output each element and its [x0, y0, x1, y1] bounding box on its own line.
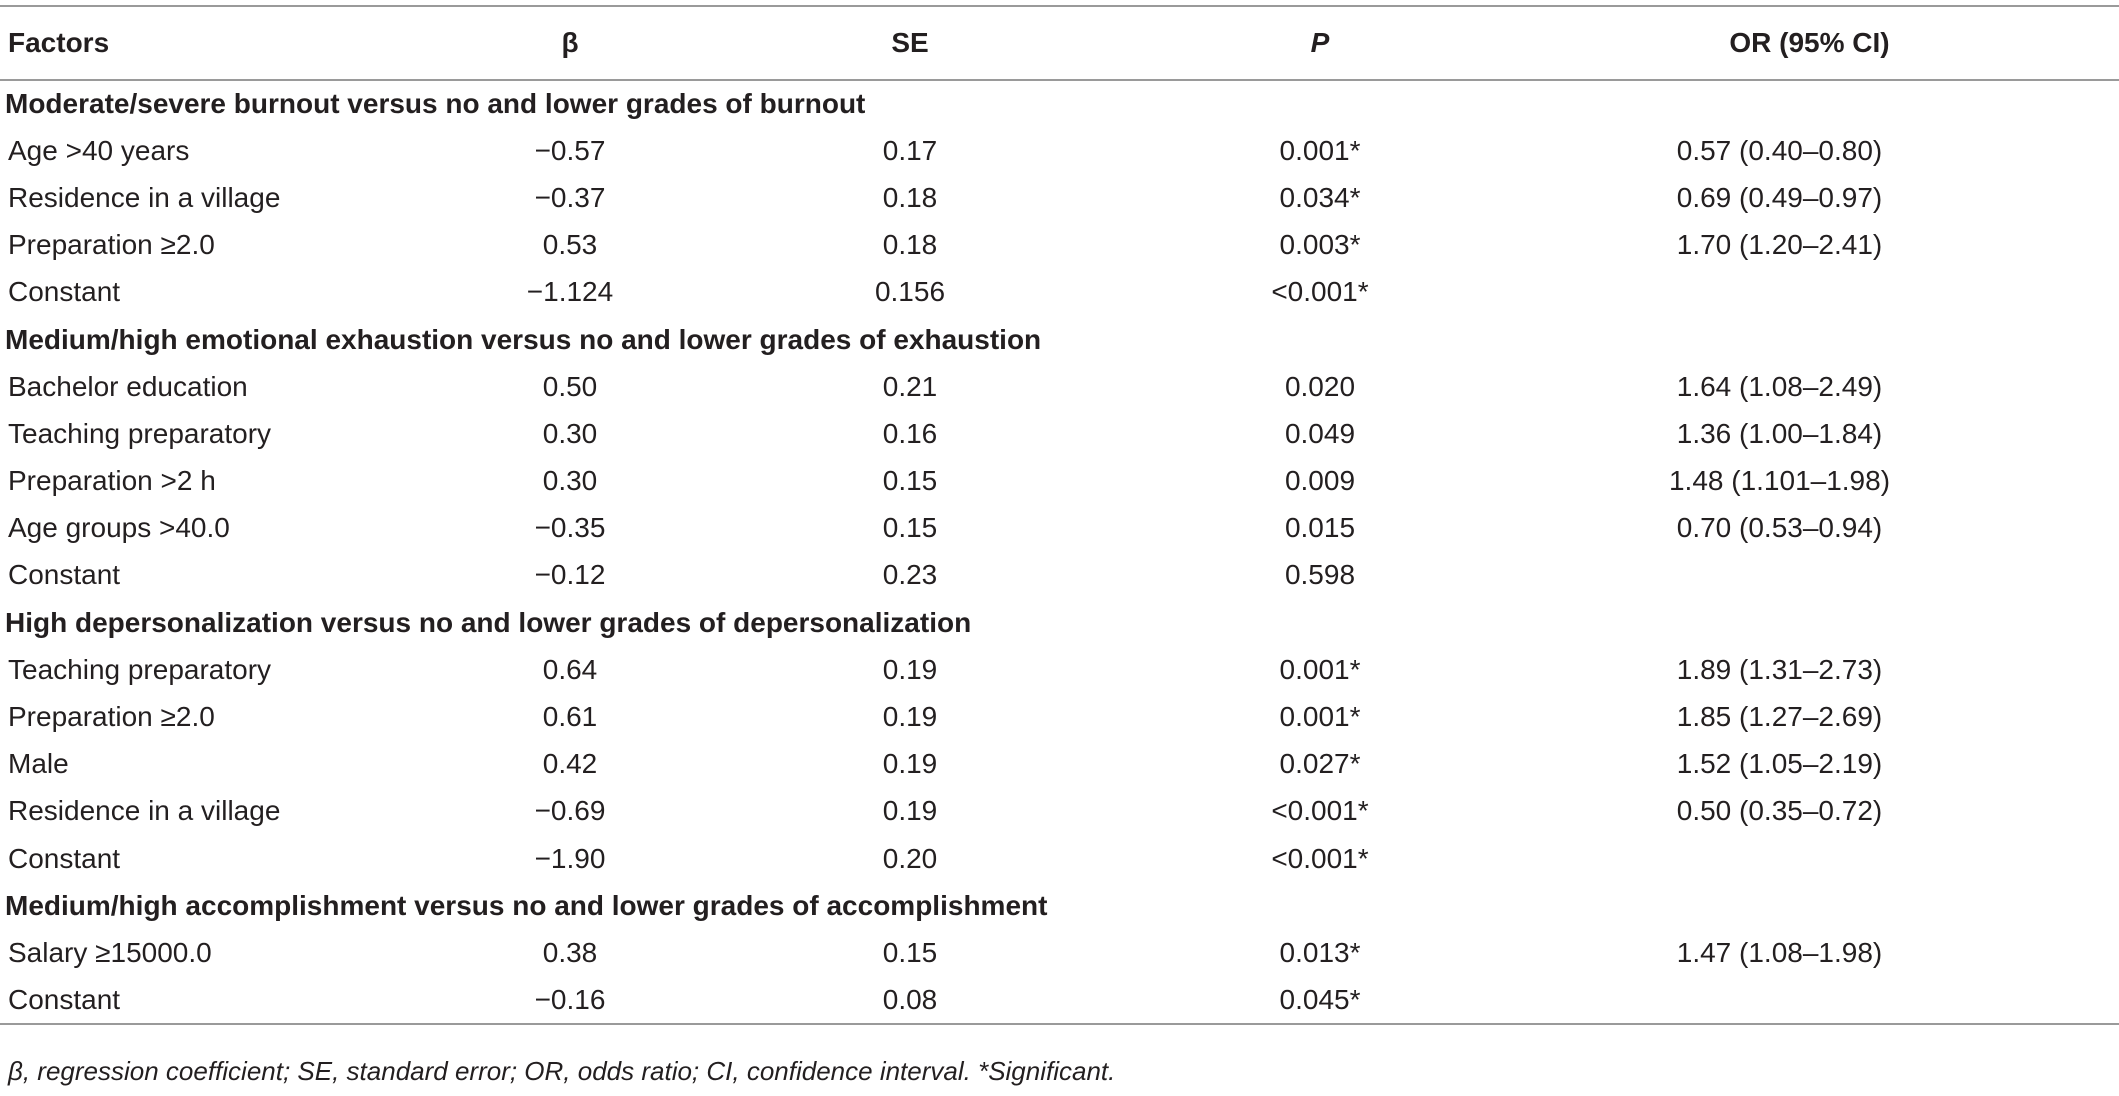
factor-cell: Age groups >40.0 [8, 512, 230, 544]
odds-ratio-cell: 1.85 (1.27–2.69) [1676, 701, 1883, 733]
section-header-row [0, 316, 2119, 363]
table-row [0, 458, 2119, 505]
factor-cell: Preparation ≥2.0 [8, 229, 215, 261]
p-value-cell: 0.001* [1279, 653, 1361, 685]
se-cell: 0.08 [882, 983, 938, 1015]
section-title: Medium/high emotional exhaustion versus no and lower grades of exhaustion [5, 323, 1042, 355]
p-value-cell: 0.009 [1284, 465, 1356, 497]
odds-ratio-cell [1500, 269, 2119, 316]
beta-cell: 0.42 [542, 748, 598, 780]
p-value-cell: 0.049 [1284, 417, 1356, 449]
section-title: Moderate/severe burnout versus no and lower grades of burnout [5, 88, 866, 120]
p-value-cell: 0.045* [1279, 983, 1361, 1015]
se-cell: 0.19 [882, 748, 938, 780]
regression-table [0, 5, 2119, 1025]
se-cell: 0.19 [882, 653, 938, 685]
table-row [0, 174, 2119, 221]
p-value-cell: 0.027* [1279, 748, 1361, 780]
se-cell: 0.18 [882, 181, 938, 213]
se-cell: 0.18 [882, 229, 938, 261]
section-header-row [0, 882, 2119, 929]
table-row [0, 646, 2119, 693]
beta-cell: −0.12 [534, 559, 606, 591]
factor-cell: Residence in a village [8, 181, 281, 213]
factor-cell: Bachelor education [8, 370, 248, 402]
table-row [0, 552, 2119, 599]
table-row [0, 363, 2119, 410]
table-row [0, 929, 2119, 976]
p-value-cell: <0.001* [1271, 842, 1369, 874]
factor-cell: Preparation >2 h [8, 465, 216, 497]
factor-cell: Residence in a village [8, 795, 281, 827]
p-value-cell: 0.020 [1284, 370, 1356, 402]
beta-cell: −0.35 [534, 512, 606, 544]
beta-cell: −0.37 [534, 181, 606, 213]
table-row [0, 222, 2119, 269]
odds-ratio-cell: 1.48 (1.101–1.98) [1668, 465, 1891, 497]
factor-cell: Teaching preparatory [8, 417, 272, 449]
table-row [0, 788, 2119, 835]
p-value-cell: 0.598 [1284, 559, 1356, 591]
se-cell: 0.15 [882, 512, 938, 544]
se-cell: 0.15 [882, 936, 938, 968]
p-value-cell: 0.003* [1279, 229, 1361, 261]
se-cell: 0.17 [882, 134, 938, 166]
se-cell: 0.21 [882, 370, 938, 402]
header-beta: β [561, 27, 579, 58]
table-row [0, 410, 2119, 457]
odds-ratio-cell: 0.69 (0.49–0.97) [1676, 181, 1883, 213]
odds-ratio-cell: 1.64 (1.08–2.49) [1676, 370, 1883, 402]
odds-ratio-cell [1500, 552, 2119, 599]
beta-cell: 0.61 [542, 701, 598, 733]
se-cell: 0.156 [874, 276, 946, 308]
factor-cell: Male [8, 748, 69, 780]
p-value-cell: <0.001* [1271, 795, 1369, 827]
table-row [0, 835, 2119, 882]
table-row [0, 269, 2119, 316]
section-header-row [0, 599, 2119, 646]
beta-cell: 0.53 [542, 229, 598, 261]
se-cell: 0.16 [882, 417, 938, 449]
se-cell: 0.23 [882, 559, 938, 591]
beta-cell: 0.64 [542, 653, 598, 685]
factor-cell: Constant [8, 276, 121, 308]
factor-cell: Age >40 years [8, 134, 190, 166]
odds-ratio-cell: 1.36 (1.00–1.84) [1676, 417, 1883, 449]
table-row [0, 127, 2119, 174]
table-body [0, 80, 2119, 1024]
se-cell: 0.19 [882, 701, 938, 733]
se-cell: 0.15 [882, 465, 938, 497]
section-title: High depersonalization versus no and lower grades of depersonalization [5, 606, 972, 638]
table-footnote: β, regression coefficient; SE, standard error; OR, odds ratio; CI, confidence interval. *Significant. [8, 1056, 1116, 1086]
section-header-row [0, 80, 2119, 127]
beta-cell: 0.30 [542, 465, 598, 497]
beta-cell: 0.50 [542, 370, 598, 402]
se-cell: 0.20 [882, 842, 938, 874]
beta-cell: −0.16 [534, 983, 606, 1015]
beta-cell: −0.57 [534, 134, 606, 166]
p-value-cell: 0.015 [1284, 512, 1356, 544]
table-row [0, 693, 2119, 740]
p-value-cell: 0.001* [1279, 701, 1361, 733]
header-se: SE [891, 27, 929, 58]
table-header [0, 6, 2119, 80]
p-value-cell: 0.001* [1279, 134, 1361, 166]
beta-cell: −1.90 [534, 842, 606, 874]
p-value-cell: <0.001* [1271, 276, 1369, 308]
odds-ratio-cell: 0.50 (0.35–0.72) [1676, 795, 1883, 827]
table-row [0, 741, 2119, 788]
p-value-cell: 0.034* [1279, 181, 1361, 213]
odds-ratio-cell: 1.70 (1.20–2.41) [1676, 229, 1883, 261]
odds-ratio-cell [1500, 835, 2119, 882]
factor-cell: Preparation ≥2.0 [8, 701, 215, 733]
factor-cell: Salary ≥15000.0 [8, 936, 212, 968]
factor-cell: Constant [8, 559, 121, 591]
p-value-cell: 0.013* [1279, 936, 1361, 968]
beta-cell: −1.124 [526, 276, 614, 308]
odds-ratio-cell: 0.57 (0.40–0.80) [1676, 134, 1883, 166]
odds-ratio-cell: 1.52 (1.05–2.19) [1676, 748, 1883, 780]
header-or: OR (95% CI) [1729, 27, 1890, 58]
table-row [0, 505, 2119, 552]
odds-ratio-cell: 0.70 (0.53–0.94) [1676, 512, 1883, 544]
header-p: P [1310, 27, 1330, 58]
beta-cell: 0.30 [542, 417, 598, 449]
beta-cell: 0.38 [542, 936, 598, 968]
table-row [0, 977, 2119, 1024]
se-cell: 0.19 [882, 795, 938, 827]
factor-cell: Constant [8, 983, 121, 1015]
factor-cell: Constant [8, 842, 121, 874]
beta-cell: −0.69 [534, 795, 606, 827]
header-row [0, 6, 2119, 80]
section-title: Medium/high accomplishment versus no and lower grades of accomplishment [5, 889, 1048, 921]
odds-ratio-cell: 1.47 (1.08–1.98) [1676, 936, 1883, 968]
factor-cell: Teaching preparatory [8, 653, 272, 685]
header-factors: Factors [8, 27, 110, 58]
odds-ratio-cell: 1.89 (1.31–2.73) [1676, 653, 1883, 685]
odds-ratio-cell [1500, 977, 2119, 1024]
